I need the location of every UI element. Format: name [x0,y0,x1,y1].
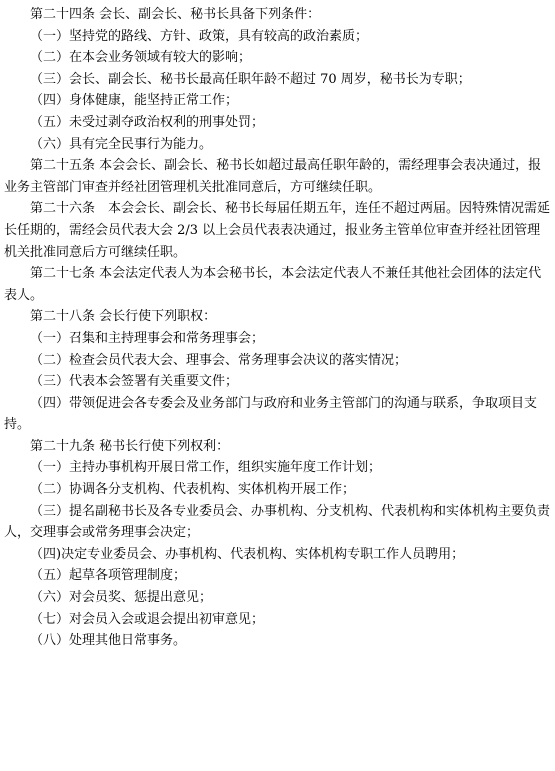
article-24-item-5: （五）未受过剥夺政治权利的刑事处罚； [30,114,265,130]
article-28-heading: 第二十八条 会长行使下列职权： [30,309,217,325]
article-29-item-7: （七）对会员入会或退会提出初审意见； [30,611,265,627]
article-29-item-2: （二）协调各分支机构、代表机构、实体机构开展工作； [30,482,356,498]
article-24-item-1: （一）坚持党的路线、方针、政策，具有较高的政治素质； [30,28,369,44]
article-25: 第二十五条 本会会长、副会长、秘书长如超过最高任职年龄的，需经理事会表决通过，报业务主管部门审查并经社团管理机关批准同意后，方可继续任职。 [4,158,542,195]
article-29-heading: 第二十九条 秘书长行使下列权利： [30,438,230,454]
article-24-item-3: （三）会长、副会长、秘书长最高任职年龄不超过 70 周岁，秘书长为专职； [30,71,471,87]
article-26: 第二十六条 本会会长、副会长、秘书长每届任期五年，连任不超过两届。因特殊情况需延长任期的，需经会员代表大会 2/3 以上会员代表表决通过，报业务主管单位审查并经社团管理机关批准同意后方可继续任职。 [4,201,551,260]
article-29-item-1: （一）主持办事机构开展日常工作，组织实施年度工作计划； [30,460,382,476]
article-29-item-3: （三）提名副秘书长及各专业委员会、办事机构、分支机构、代表机构和实体机构主要负责人，交理事会或常务理事会决定； [4,503,551,541]
article-28-item-4: （四）带领促进会各专委会及业务部门与政府和业务主管部门的沟通与联系，争取项目支持。 [4,395,538,433]
article-29-item-6: （六）对会员奖、惩提出意见； [30,590,213,606]
article-24-item-4: （四）身体健康，能坚持正常工作； [30,93,239,109]
article-28-item-1: （一）召集和主持理事会和常务理事会； [30,330,265,346]
article-29-item-8: （八）处理其他日常事务。 [30,633,187,649]
article-24-heading: 第二十四条 会长、副会长、秘书长具备下列条件： [30,7,321,22]
article-29-item-4: （四)决定专业委员会、办事机构、代表机构、实体机构专职工作人员聘用； [30,546,465,562]
article-29-item-5: （五）起草各项管理制度； [30,568,187,584]
article-24-item-6: （六）具有完全民事行为能力。 [30,136,213,152]
article-28-item-3: （三）代表本会签署有关重要文件； [30,374,239,390]
article-27: 第二十七条 本会法定代表人为本会秘书长，本会法定代表人不兼任其他社会团体的法定代表人。 [4,266,542,303]
document-body [4,0,552,652]
article-24-item-2: （二）在本会业务领域有较大的影响； [30,50,252,66]
article-28-item-2: （二）检查会员代表大会、理事会、常务理事会决议的落实情况； [30,352,408,368]
